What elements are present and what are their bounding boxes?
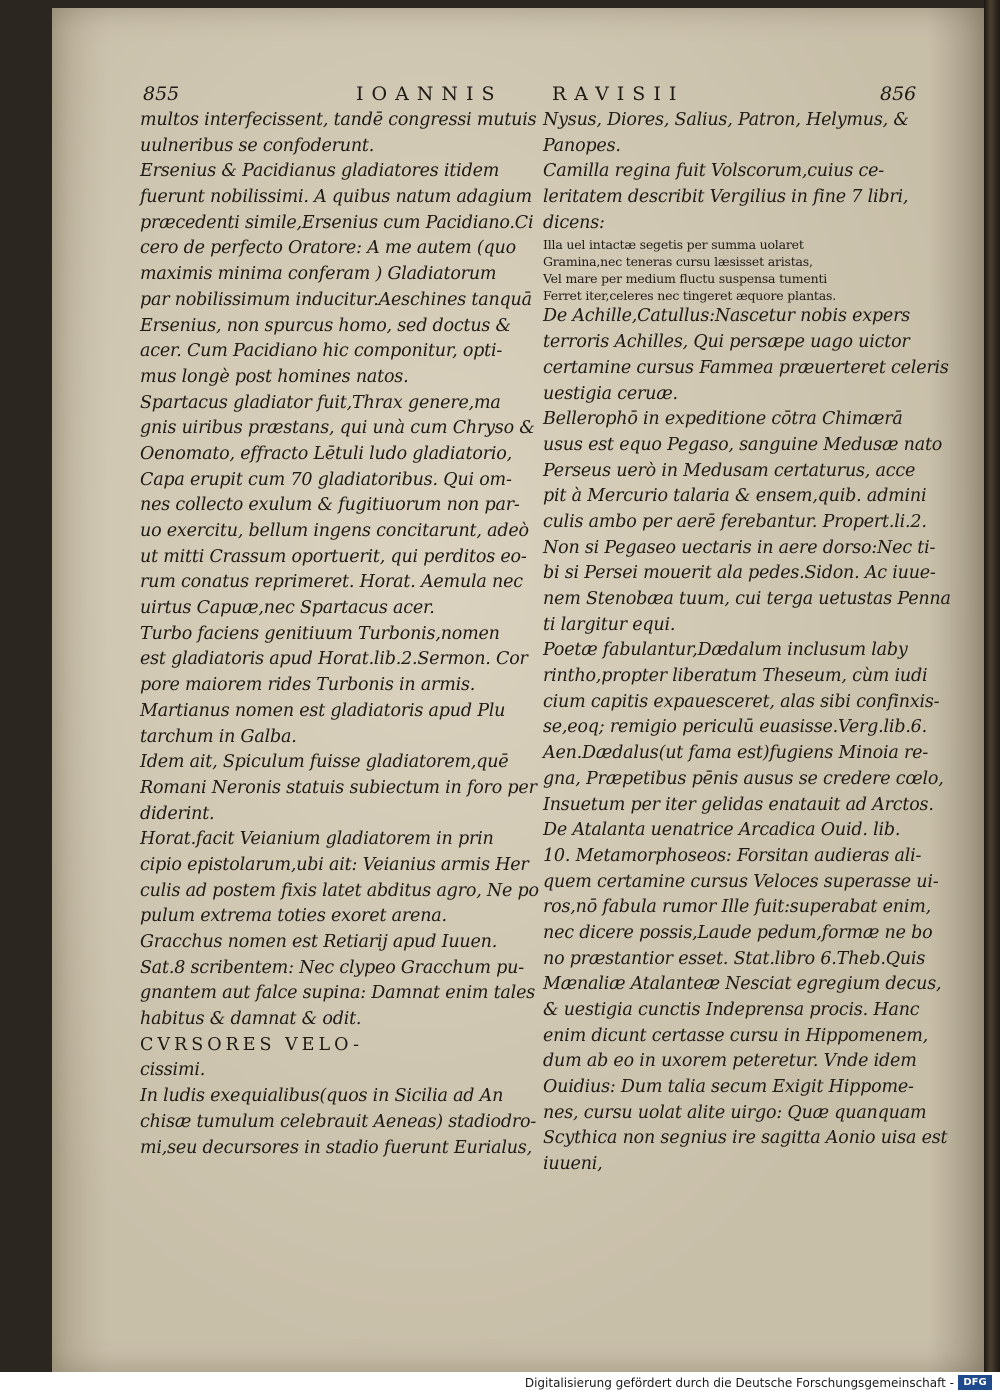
text-line: Sat.8 scribentem: Nec clypeo Gracchum pu- xyxy=(140,957,524,978)
text-line: dicens: xyxy=(543,212,605,233)
text-line: mus longè post homines natos. xyxy=(140,366,409,387)
text-line: diderint. xyxy=(140,803,215,824)
text-line: iuueni, xyxy=(543,1154,603,1175)
text-line: usus est equo Pegaso, sanguine Medusæ nato xyxy=(543,434,943,455)
text-line: De Atalanta uenatrice Arcadica Ouid. lib. xyxy=(543,820,901,841)
text-line: leritatem describit Vergilius in fine 7 libri, xyxy=(543,187,909,208)
text-line: dum ab eo in uxorem peteretur. Vnde idem xyxy=(543,1051,917,1072)
text-line: Bellerophō in expeditione cōtra Chimærā xyxy=(543,409,903,430)
verse-line: Vel mare per medium fluctu suspensa tumenti xyxy=(543,271,828,287)
text-line: Camilla regina fuit Volscorum,cuius ce- xyxy=(543,161,884,182)
text-line: enim dicunt certasse cursu in Hippomenem, xyxy=(543,1025,929,1046)
text-line: Non si Pegaseo uectaris in aere dorso:Nec ti- xyxy=(543,537,936,558)
text-line: cero de perfecto Oratore: A me autem (quo xyxy=(140,238,516,259)
text-line: maximis minima conferam ) Gladiatorum xyxy=(140,264,497,285)
text-line: culis ambo per aerē ferebantur. Propert.li.2. xyxy=(543,511,927,532)
text-line: Horat.facit Veianium gladiatorem in prin xyxy=(140,829,494,850)
text-line: chisæ tumulum celebrauit Aeneas) stadiodro- xyxy=(140,1111,537,1132)
text-line: Capa erupit cum 70 gladiatoribus. Qui om- xyxy=(140,469,512,490)
text-line: Insuetum per iter gelidas enatauit ad Arctos. xyxy=(543,794,934,815)
text-line: CVRSORES VELO- xyxy=(140,1034,363,1055)
text-line: Idem ait, Spiculum fuisse gladiatorem,quē xyxy=(140,752,509,773)
text-line: Gracchus nomen est Retiarij apud Iuuen. xyxy=(140,932,498,952)
text-line: multos interfecissent, tandē congressi mutuis xyxy=(140,110,537,130)
text-line: cipio epistolarum,ubi ait: Veianius armis Her xyxy=(140,854,529,875)
text-line: rum conatus reprimeret. Horat. Aemula nec xyxy=(140,572,523,593)
text-line: Perseus uerò in Medusam certaturus, acce xyxy=(543,460,916,481)
text-line: & uestigia cunctis Indeprensa procis. Hanc xyxy=(543,1000,920,1020)
right-column xyxy=(543,108,951,1178)
text-line: pore maiorem rides Turbonis in armis. xyxy=(140,675,476,696)
dfg-logo: DFG xyxy=(958,1375,992,1390)
text-line: no præstantior esset. Stat.libro 6.Theb.Quis xyxy=(543,948,926,969)
text-line: Ouidius: Dum talia secum Exigit Hippome- xyxy=(543,1077,914,1098)
text-line: Spartacus gladiator fuit,Thrax genere,ma xyxy=(140,392,501,413)
verse-line: Ferret iter,celeres nec tingeret æquore plantas. xyxy=(543,288,836,304)
text-line: cium capitis expauesceret, alas sibi confinxis- xyxy=(543,691,940,712)
text-line: Poetæ fabulantur,Dædalum inclusum laby xyxy=(543,640,908,661)
text-line: certamine cursus Fammea præuerteret celeris xyxy=(543,357,949,378)
text-line: gnantem aut falce supina: Damnat enim tales xyxy=(140,983,536,1004)
text-line: culis ad postem fixis latet abditus agro, Ne po xyxy=(140,880,539,901)
text-line: tarchum in Galba. xyxy=(140,726,297,747)
text-line: Ersenius & Pacidianus gladiatores itidem xyxy=(140,161,500,182)
text-line: Ersenius, non spurcus homo, sed doctus & xyxy=(140,315,511,336)
text-line: gnis uiribus præstans, qui unà cum Chryso & xyxy=(140,418,535,439)
right-column-bottom xyxy=(543,304,951,1177)
footer-text: Digitalisierung gefördert durch die Deutsche Forschungsgemeinschaft - xyxy=(524,1376,954,1390)
text-line: fuerunt nobilissimi. A quibus natum adagium xyxy=(140,187,532,208)
text-line: habitus & damnat & odit. xyxy=(140,1009,362,1030)
text-line: præcedenti simile,Ersenius cum Pacidiano.Ci xyxy=(140,212,534,233)
text-line: nes collecto exulum & fugitiuorum non par- xyxy=(140,495,520,516)
text-line: terroris Achilles, Qui persæpe uago uictor xyxy=(543,332,910,353)
text-line: Oenomato, effracto Lētuli ludo gladiatorio, xyxy=(140,443,512,464)
text-line: ut mitti Crassum oportuerit, qui perditos eo- xyxy=(140,546,527,567)
text-line: cissimi. xyxy=(140,1060,206,1081)
left-running-title: IOANNIS xyxy=(356,83,503,105)
text-line: quem certamine cursus Veloces superasse ui- xyxy=(543,871,939,892)
left-column xyxy=(140,108,539,1161)
text-line: uirtus Capuæ,nec Spartacus acer. xyxy=(140,598,435,619)
text-line: acer. Cum Pacidiano hic componitur, opti- xyxy=(140,341,503,362)
text-line: Panopes. xyxy=(543,135,621,156)
text-line: nem Stenobæa tuum, cui terga uetustas Penna xyxy=(543,589,951,609)
text-line: gna, Præpetibus pēnis ausus se credere cœlo, xyxy=(543,768,944,789)
book-edge xyxy=(984,0,1000,1394)
text-line: Romani Neronis statuis subiectum in foro per xyxy=(140,777,537,798)
digitization-footer xyxy=(0,1372,1000,1394)
text-line: ros,nō fabula rumor Ille fuit:superabat enim, xyxy=(543,897,932,918)
text-line: uestigia ceruæ. xyxy=(543,383,678,404)
verse-line: Illa uel intactæ segetis per summa uolaret xyxy=(543,237,804,253)
text-line: mi,seu decursores in stadio fuerunt Eurialus, xyxy=(140,1137,532,1158)
right-column-top xyxy=(543,108,921,236)
text-line: pulum extrema toties exoret arena. xyxy=(140,906,447,927)
left-page-number: 855 xyxy=(143,83,180,105)
text-line: nec dicere possis,Laude pedum,formæ ne bo xyxy=(543,922,933,943)
text-line: 10. Metamorphoseos: Forsitan audieras ali- xyxy=(543,845,922,866)
text-line: In ludis exequialibus(quos in Sicilia ad An xyxy=(140,1086,504,1107)
text-line: par nobilissimum inducitur.Aeschines tanquā xyxy=(140,289,532,310)
text-line: Nysus, Diores, Salius, Patron, Helymus, & xyxy=(543,110,909,130)
text-line: Martianus nomen est gladiatoris apud Plu xyxy=(140,700,506,721)
verse-line: Gramina,nec teneras cursu læsisset aristas, xyxy=(543,254,813,270)
text-line: ti largitur equi. xyxy=(543,614,676,635)
text-line: est gladiatoris apud Horat.lib.2.Sermon. Cor xyxy=(140,649,528,670)
text-line: nes, cursu uolat alite uirgo: Quæ quanquam xyxy=(543,1102,927,1123)
text-line: rintho,propter liberatum Theseum, cùm iudi xyxy=(543,666,928,687)
text-line: pit à Mercurio talaria & ensem,quib. admini xyxy=(543,486,927,507)
text-line: se,eoq; remigio periculū euasisse.Verg.lib.6. xyxy=(543,717,927,738)
text-line: Mænaliæ Atalanteæ Nesciat egregium decus, xyxy=(543,974,942,995)
right-page-number: 856 xyxy=(880,83,917,105)
text-line: uulneribus se confoderunt. xyxy=(140,135,375,156)
text-line: Turbo faciens genitiuum Turbonis,nomen xyxy=(140,623,500,644)
text-line: Scythica non segnius ire sagitta Aonio uisa est xyxy=(543,1128,948,1149)
text-line: Aen.Dædalus(ut fama est)fugiens Minoia re- xyxy=(543,743,929,764)
right-running-title: RAVISII xyxy=(552,83,685,105)
text-line: De Achille,Catullus:Nascetur nobis expers xyxy=(543,306,911,327)
text-line: uo exercitu, bellum ingens concitarunt, adeò xyxy=(140,521,529,541)
verse-quotation xyxy=(543,236,921,304)
text-line: bi si Persei mouerit ala pedes.Sidon. Ac iuue- xyxy=(543,563,936,584)
